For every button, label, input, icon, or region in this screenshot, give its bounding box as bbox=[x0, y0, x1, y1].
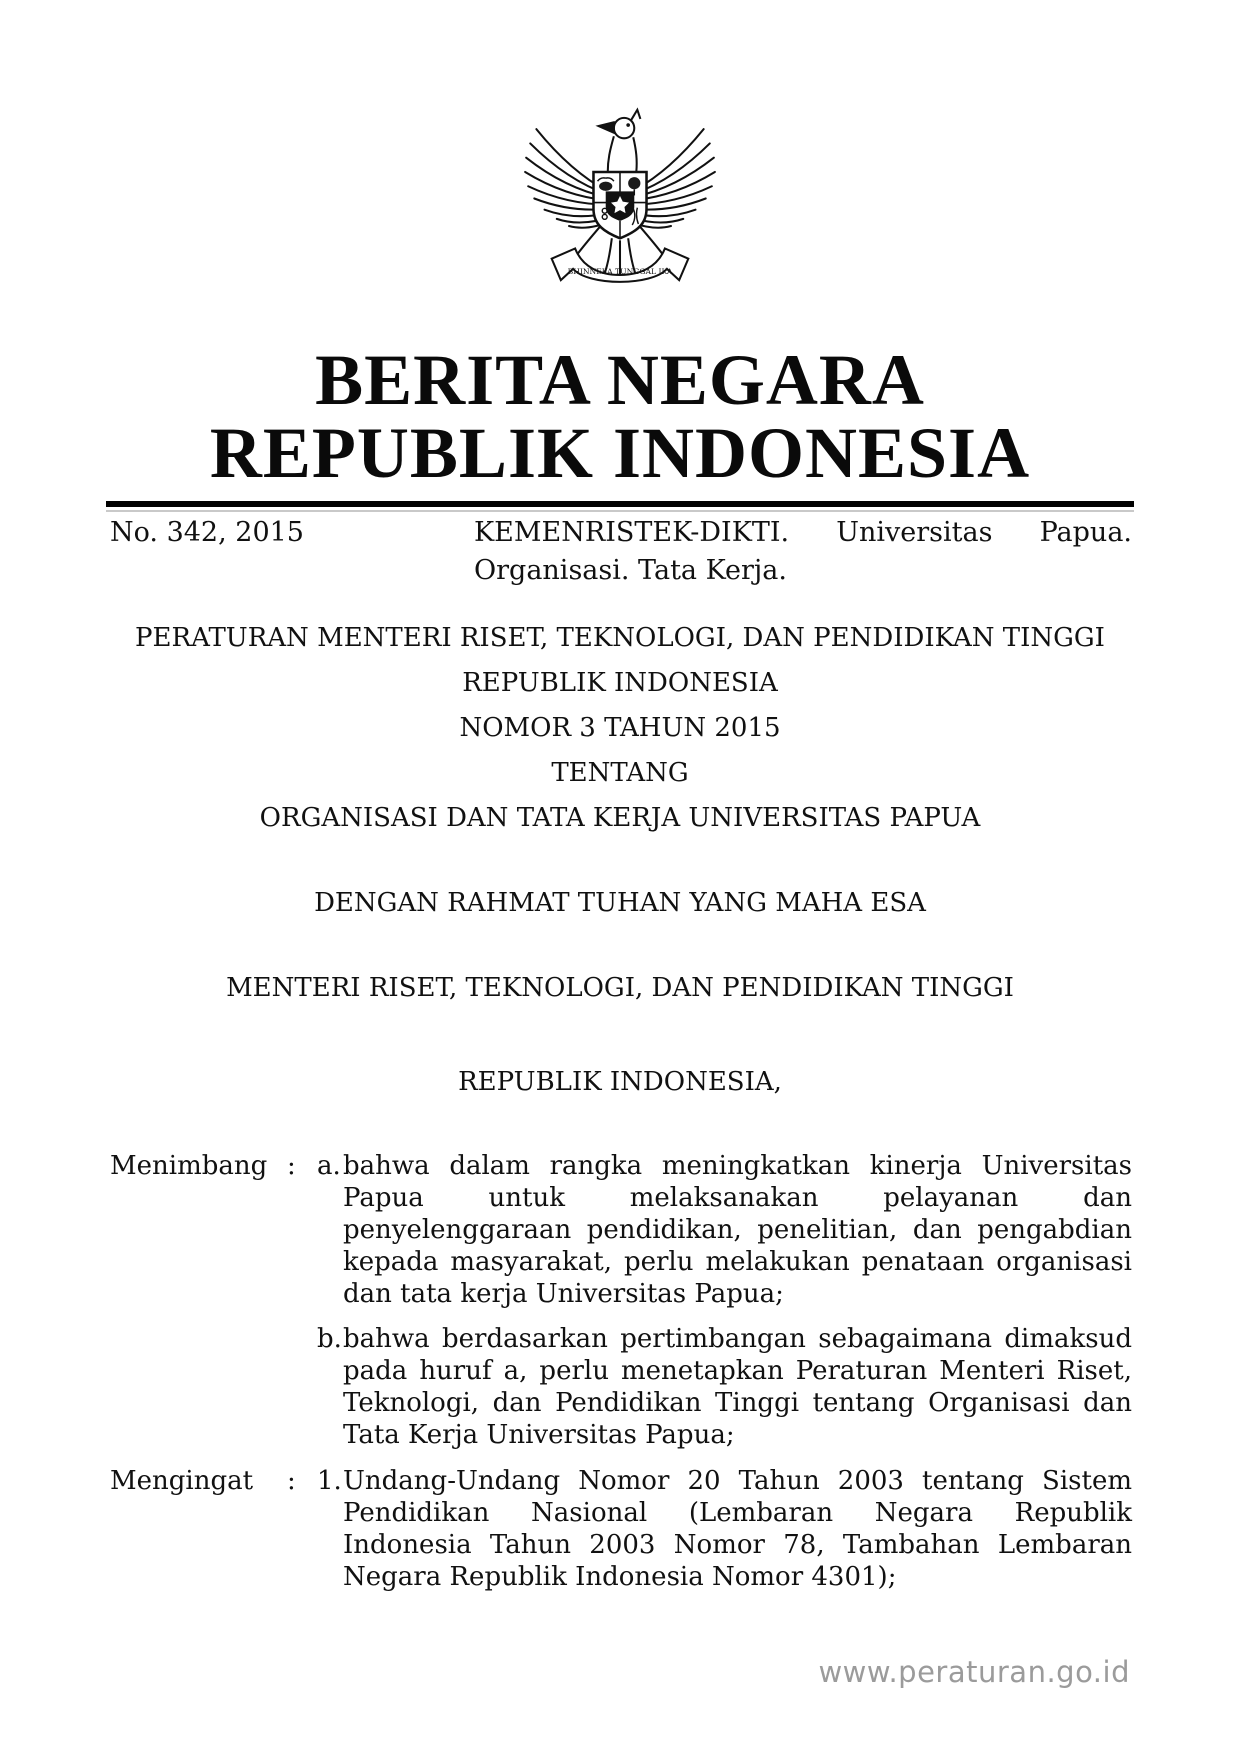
considerations-row bbox=[110, 1150, 1132, 1451]
regulation-title-line: REPUBLIK INDONESIA bbox=[462, 668, 778, 698]
invocation-line: DENGAN RAHMAT TUHAN YANG MAHA ESA bbox=[314, 888, 926, 918]
authority-line-1: MENTERI RISET, TEKNOLOGI, DAN PENDIDIKAN TINGGI bbox=[226, 973, 1014, 1003]
gazette-number: No. 342, 2015 bbox=[110, 517, 304, 548]
legal-basis-item-1 bbox=[317, 1465, 1132, 1593]
considerations-colon: : bbox=[287, 1151, 296, 1181]
legal-basis-label: Mengingat bbox=[110, 1466, 254, 1496]
item-text: bahwa dalam rangka meningkatkan kinerja Universitas Papua untuk melaksanakan pelayanan dan penyelenggaraan pendidikan, penelitian, dan pengabdian kepada masyarakat, perlu melakukan penataan organisasi dan tata kerja Universitas Papua; bbox=[343, 1151, 1132, 1309]
emblem-motto-text: BHINNEKA TUNGGAL IKA bbox=[567, 266, 673, 276]
regulation-title-block bbox=[0, 616, 1240, 841]
item-marker: 1. bbox=[317, 1466, 342, 1496]
considerations-items bbox=[317, 1150, 1132, 1451]
consideration-item-b bbox=[317, 1323, 1132, 1451]
item-text: Undang-Undang Nomor 20 Tahun 2003 tentang Sistem Pendidikan Nasional (Lembaran Negara Republik Indonesia Tahun 2003 Nomor 78, Tambahan Lembaran Negara Republik Indonesia Nomor 4301); bbox=[343, 1466, 1132, 1592]
item-marker: b. bbox=[317, 1324, 342, 1354]
legal-basis-colon: : bbox=[287, 1466, 296, 1496]
masthead bbox=[0, 340, 1240, 493]
garuda-pancasila-emblem bbox=[518, 94, 722, 304]
regulation-title-line: PERATURAN MENTERI RISET, TEKNOLOGI, DAN PENDIDIKAN TINGGI bbox=[135, 623, 1105, 653]
gazette-meta-row bbox=[110, 514, 1132, 590]
masthead-rule-shadow bbox=[106, 510, 1134, 512]
masthead-rule bbox=[106, 501, 1134, 507]
item-marker: a. bbox=[317, 1151, 341, 1181]
gazette-subject: KEMENRISTEK-DIKTI. Universitas Papua. Organisasi. Tata Kerja. bbox=[474, 517, 1132, 586]
clauses-section bbox=[110, 1150, 1132, 1593]
garuda-emblem-icon bbox=[518, 94, 722, 304]
regulation-number-line: NOMOR 3 TAHUN 2015 bbox=[459, 713, 781, 743]
consideration-item-a bbox=[317, 1150, 1132, 1310]
regulation-subject-line: ORGANISASI DAN TATA KERJA UNIVERSITAS PAPUA bbox=[259, 803, 981, 833]
footer-website-watermark: www.peraturan.go.id bbox=[818, 1655, 1130, 1689]
item-text: bahwa berdasarkan pertimbangan sebagaimana dimaksud pada huruf a, perlu menetapkan Peraturan Menteri Riset, Teknologi, dan Pendidikan Tinggi tentang Organisasi dan Tata Kerja Universitas Papua; bbox=[343, 1324, 1132, 1450]
legal-basis-items bbox=[317, 1465, 1132, 1593]
considerations-label: Menimbang bbox=[110, 1151, 268, 1181]
authority-line-2: REPUBLIK INDONESIA, bbox=[458, 1067, 782, 1097]
regulation-about-line: TENTANG bbox=[551, 758, 689, 788]
masthead-line-1: BERITA NEGARA bbox=[315, 340, 925, 420]
masthead-line-2: REPUBLIK INDONESIA bbox=[209, 413, 1031, 493]
legal-basis-row bbox=[110, 1465, 1132, 1593]
